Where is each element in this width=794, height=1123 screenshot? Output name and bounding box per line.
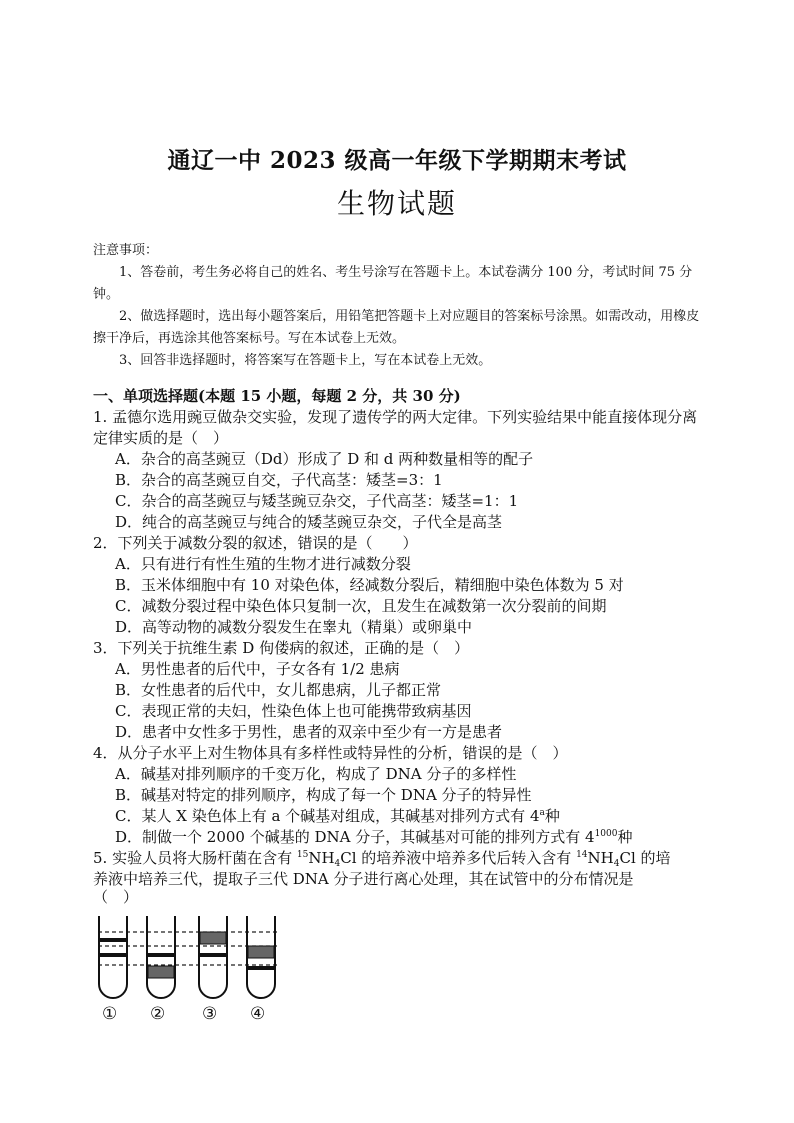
question-4-option-a: A．碱基对排列顺序的千变万化，构成了 DNA 分子的多样性 [115,765,517,783]
tube-label-1: ① [102,1004,118,1024]
tube-label-2: ② [150,1004,166,1024]
dna-band [148,953,174,957]
notice-item: 1、答卷前，考生务必将自己的姓名、考生号涂写在答题卡上。本试卷满分 100 分，考试时间 75 分钟。 [93,265,693,302]
exam-title: 通辽一中 2023 级高一年级下学期期末考试 [167,147,627,174]
question-3-option-b: B．女性患者的后代中，女儿都患病，儿子都正常 [115,681,442,699]
dna-band [100,938,126,942]
question-4-option-c: C．某人 X 染色体上有 a 个碱基对组成，其碱基对排列方式有 4$^a$种 [115,807,560,825]
question-2-option-a: A．只有进行有性生殖的生物才进行减数分裂 [115,555,411,573]
dna-band [200,953,226,957]
dna-band-wide [248,946,274,958]
notice-heading: 注意事项： [93,243,159,258]
question-4-stem: 4．从分子水平上对生物体具有多样性或特异性的分析，错误的是（ ） [93,744,568,762]
question-2-option-b: B．玉米体细胞中有 10 对染色体，经减数分裂后，精细胞中染色体数为 5 对 [115,576,624,594]
question-4-option-b: B．碱基对特定的排列顺序，构成了每一个 DNA 分子的特异性 [115,786,532,804]
centrifuge-tubes-figure [93,912,293,1002]
exam-subtitle: 生物试题 [336,187,457,220]
tube-4 [247,916,275,998]
question-2-option-c: C．减数分裂过程中染色体只复制一次，且发生在减数第一次分裂前的间期 [115,597,607,615]
question-3-stem: 3．下列关于抗维生素 D 佝偻病的叙述，正确的是（ ） [93,639,470,657]
notice-item: 2、做选择题时，选出每小题答案后，用铅笔把答题卡上对应题目的答案标号涂黑。如需改动，用橡皮擦干净后，再选涂其他答案标号。写在本试卷上无效。 [93,309,700,346]
question-1-option-d: D．纯合的高茎豌豆与纯合的矮茎豌豆杂交，子代全是高茎 [115,513,503,531]
dna-band-wide [148,966,174,978]
tube-1 [99,916,127,998]
question-2-stem: 2．下列关于减数分裂的叙述，错误的是（ ） [93,534,418,552]
question-5-stem-line2: 养液中培养三代，提取子三代 DNA 分子进行离心处理，其在试管中的分布情况是 [93,870,634,888]
question-1-option-b: B．杂合的高茎豌豆自交，子代高茎：矮茎=3：1 [115,471,443,489]
tube-label-4: ④ [250,1004,266,1024]
question-1-option-c: C．杂合的高茎豌豆与矮茎豌豆杂交，子代高茎：矮茎=1：1 [115,492,519,510]
question-4-option-d: D．制做一个 2000 个碱基的 DNA 分子，其碱基对可能的排列方式有 $4^{1000}$种 [115,828,633,846]
notice-block [93,262,708,372]
question-3-option-c: C．表现正常的夫妇，性染色体上也可能携带致病基因 [115,702,472,720]
dna-band [248,966,274,970]
question-5-stem-line3: （ ） [93,888,139,906]
dna-band [100,953,126,957]
question-1-stem: 1. 孟德尔选用豌豆做杂交实验，发现了遗传学的两大定律。下列实验结果中能直接体现分离定律实质的是（ ） [93,408,698,447]
dna-band-wide [200,932,226,944]
section-heading: 一、单项选择题(本题 15 小题，每题 2 分，共 30 分) [93,387,461,405]
tube-2 [147,916,175,998]
tube-3 [199,916,227,998]
tube-label-3: ③ [202,1004,218,1024]
question-3-option-a: A．男性患者的后代中，子女各有 1/2 患病 [115,660,400,678]
question-2-option-d: D．高等动物的减数分裂发生在睾丸（精巢）或卵巢中 [115,618,473,636]
question-1-option-a: A．杂合的高茎豌豆（Dd）形成了 D 和 d 两种数量相等的配子 [115,450,534,468]
question-3-option-d: D．患者中女性多于男性，患者的双亲中至少有一方是患者 [115,723,503,741]
notice-item: 3、回答非选择题时，将答案写在答题卡上，写在本试卷上无效。 [119,353,492,368]
question-5-stem-line1: 5. 实验人员将大肠杆菌在含有 $^{15}NH_4Cl$ 的培养液中培养多代后转入含有 $^{14}NH_4Cl$ 的培 [93,849,671,869]
